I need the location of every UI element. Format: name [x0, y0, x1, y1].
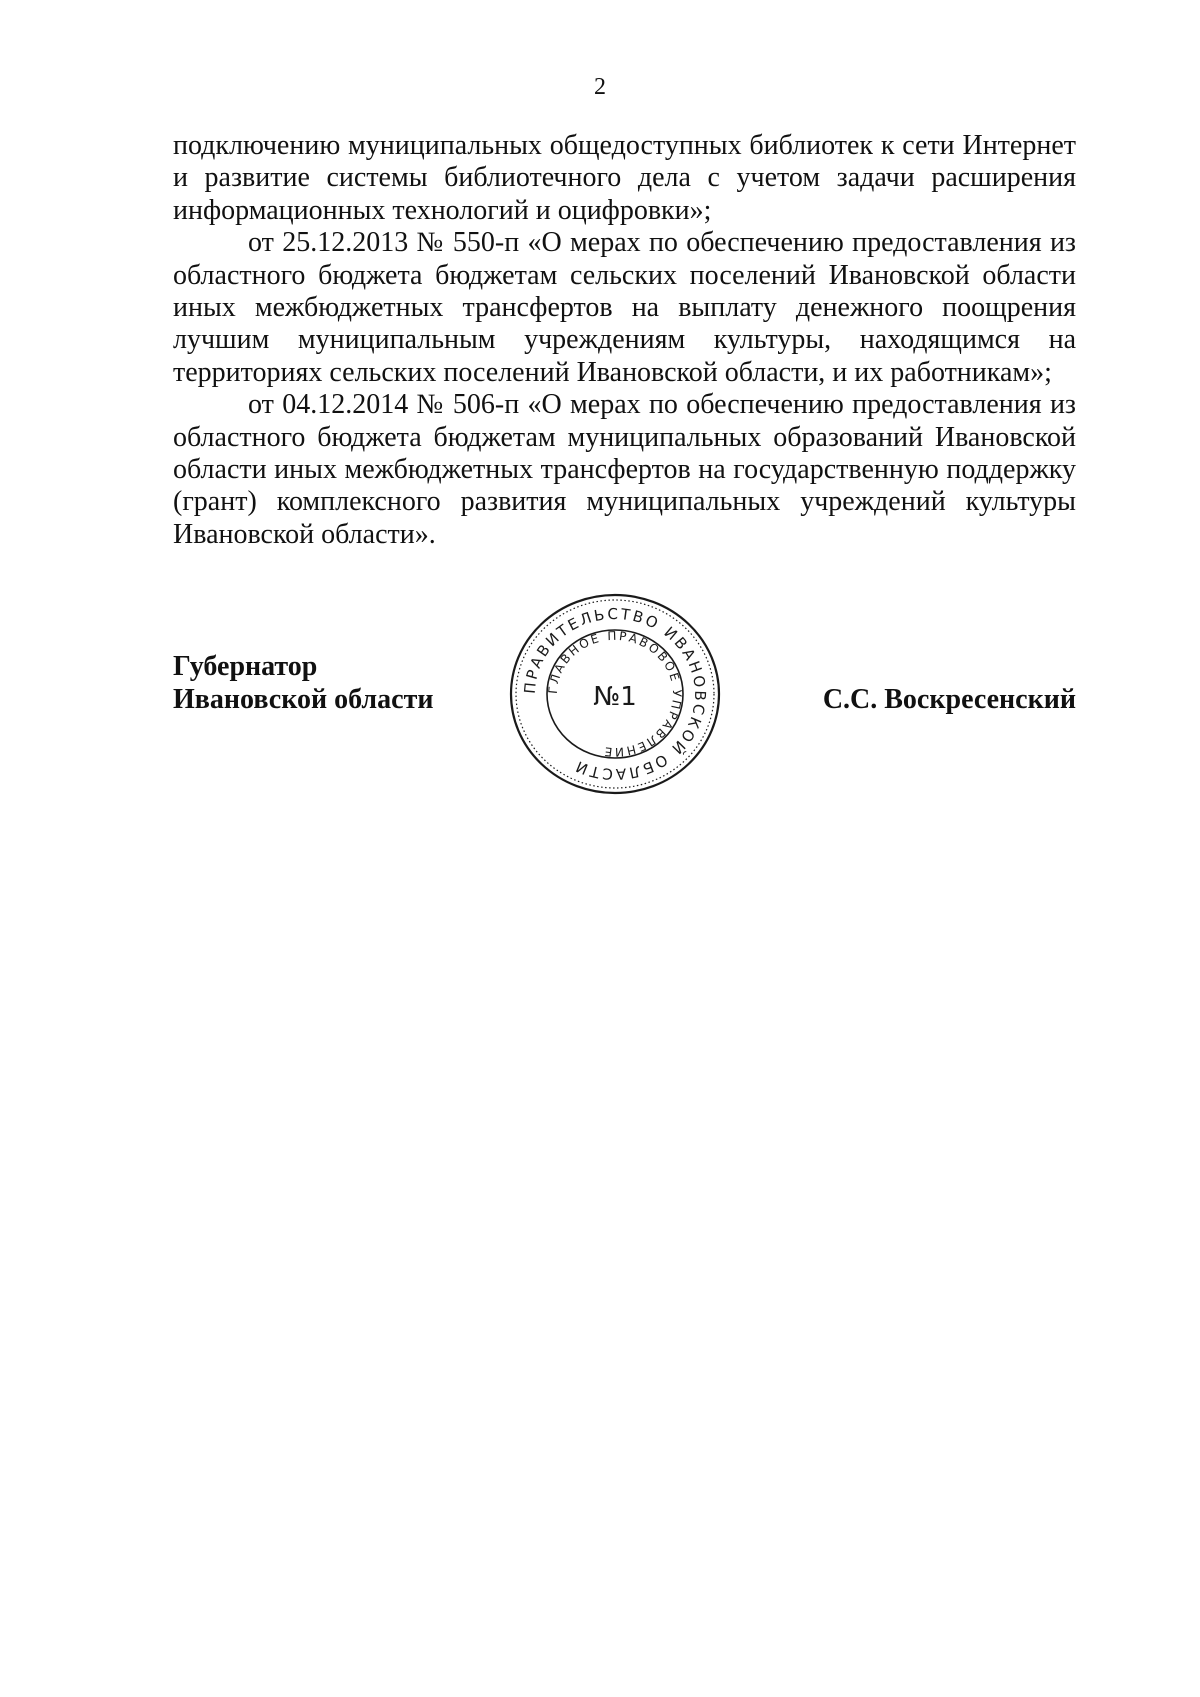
- paragraph-decree-550: от 25.12.2013 № 550-п «О мерах по обеспечению предоставления из областного бюджета бюджетам сельских поселений Ивановской области иных межбюджетных трансфертов на выплату денежного поощрения лучшим муниципальным учреждениям культуры, находящимся на территориях сельских поселений Ивановской области, и их работникам»;: [173, 227, 1076, 388]
- paragraph-decree-506: от 04.12.2014 № 506-п «О мерах по обеспечению предоставления из областного бюджета бюджетам муниципальных образований Ивановской области иных межбюджетных трансфертов на государственную поддержку (грант) комплексного развития муниципальных учреждений культуры Ивановской области».: [173, 389, 1076, 550]
- signatory-name: С.С. Воскресенский: [822, 684, 1076, 715]
- signatory-title: [173, 650, 433, 716]
- page-number: 2: [594, 74, 606, 100]
- document-body: [173, 130, 1076, 551]
- seal-center-number: №1: [593, 682, 637, 712]
- seal-inner-text: ГЛАВНОЕ ПРАВОВОЕ УПРАВЛЕНИЕ: [545, 628, 685, 760]
- seal-outer-text: ПРАВИТЕЛЬСТВО ИВАНОВСКОЙ ОБЛАСТИ: [520, 604, 710, 784]
- seal-graphic: [505, 588, 725, 800]
- official-seal: [505, 588, 725, 800]
- signatory-title-line1: Губернатор: [173, 651, 318, 682]
- paragraph-continuation: подключению муниципальных общедоступных библиотек к сети Интернет и развитие системы библиотечного дела с учетом задачи расширения информационных технологий и оцифровки»;: [173, 130, 1076, 226]
- signatory-title-line2: Ивановской области: [173, 684, 434, 715]
